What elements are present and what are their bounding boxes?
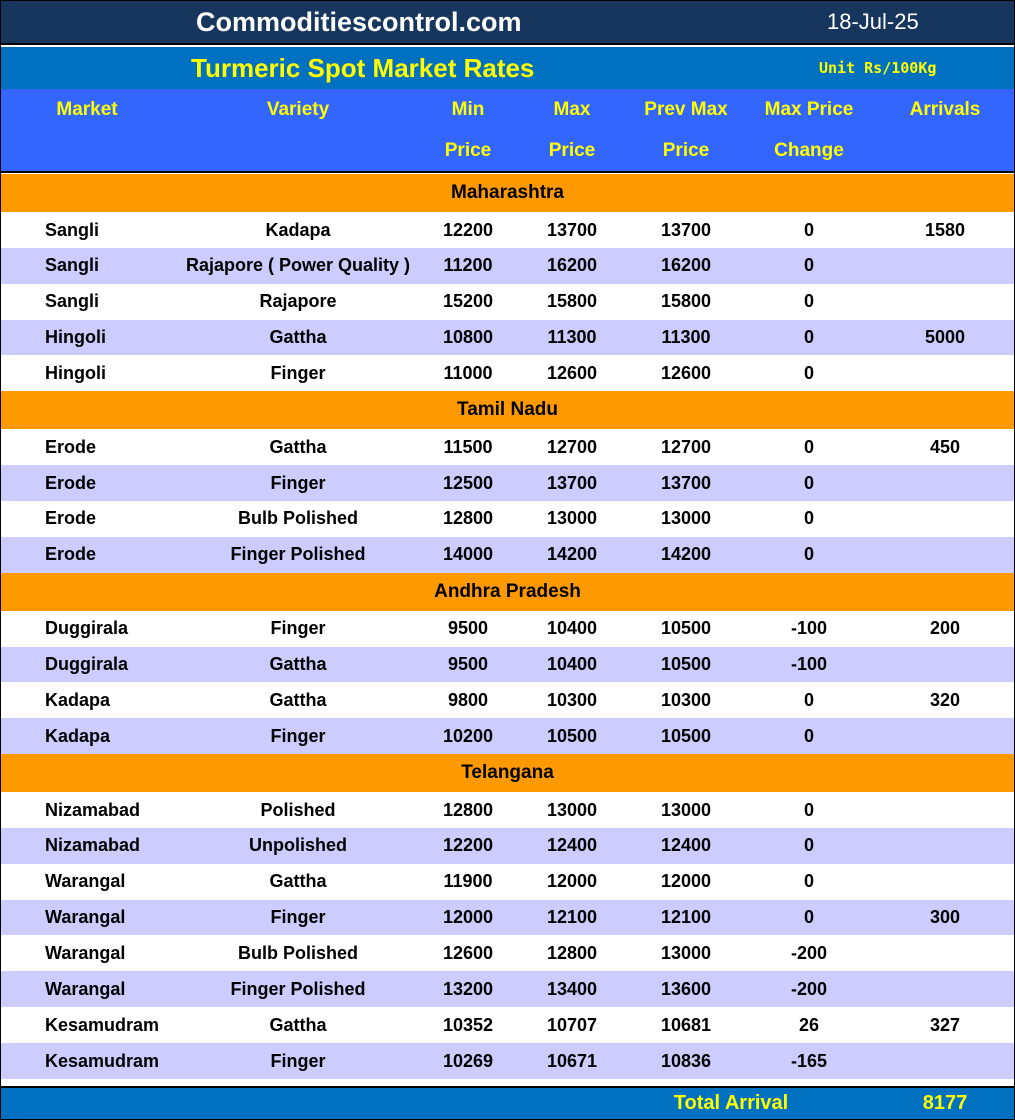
cell-min: 12500: [442, 472, 494, 493]
cell-arrivals: [887, 718, 1003, 754]
cell-max: 12000: [546, 871, 598, 892]
cell-arrivals: [887, 971, 1003, 1007]
cell-max: 12700: [546, 436, 598, 457]
cell-max: 12600: [546, 362, 598, 383]
cell-prev: 10836: [660, 1050, 712, 1071]
cell-market: Warangal: [45, 871, 126, 892]
cell-min: 14000: [442, 544, 494, 565]
cell-change: 0: [803, 327, 814, 348]
cell-max: 15800: [546, 291, 598, 312]
cell-market: Warangal: [45, 942, 126, 963]
section-label: Maharashtra: [451, 182, 564, 203]
table-row: [1, 682, 1014, 718]
cell-change: 0: [803, 362, 814, 383]
cell-prev: 12400: [660, 835, 712, 856]
cell-max: 13700: [546, 219, 598, 240]
table-row: [1, 900, 1014, 936]
cell-change: 0: [803, 472, 814, 493]
cell-max: 13400: [546, 978, 598, 999]
cell-arrivals: 5000: [924, 327, 966, 348]
col-arrivals: Arrivals: [909, 99, 981, 120]
cell-market: Kadapa: [45, 725, 111, 746]
section-row: [1, 573, 1014, 611]
cell-market: Nizamabad: [45, 835, 141, 856]
table-row: [1, 537, 1014, 573]
cell-arrivals: [887, 864, 1003, 900]
cell-min: 11900: [443, 871, 493, 892]
table-row: [1, 935, 1014, 971]
cell-arrivals: 327: [929, 1014, 961, 1035]
cell-variety: Gattha: [269, 327, 327, 348]
table-row: [1, 212, 1014, 248]
table-row: [1, 864, 1014, 900]
column-header-row: [1, 89, 1014, 173]
cell-max: 13700: [546, 472, 598, 493]
cell-variety: Gattha: [269, 689, 327, 710]
cell-arrivals: [887, 828, 1003, 864]
cell-min: 10200: [442, 725, 494, 746]
cell-market: Hingoli: [45, 327, 106, 348]
cell-change: 0: [803, 291, 814, 312]
cell-change: 0: [803, 436, 814, 457]
cell-market: Warangal: [45, 907, 126, 928]
cell-change: -200: [790, 942, 828, 963]
cell-variety: Finger: [270, 725, 326, 746]
cell-variety: Finger: [270, 1050, 326, 1071]
cell-arrivals: [887, 248, 1003, 284]
cell-market: Erode: [45, 508, 97, 529]
cell-variety: Rajapore ( Power Quality ): [185, 255, 411, 276]
cell-variety: Finger Polished: [230, 544, 366, 565]
cell-prev: 14200: [660, 544, 712, 565]
cell-market: Duggirala: [45, 618, 129, 639]
col-max-price-change: Max Price Change: [764, 99, 854, 161]
table-row: [1, 501, 1014, 537]
cell-arrivals: 300: [929, 907, 961, 928]
cell-arrivals: [887, 501, 1003, 537]
subtitle-bar: [1, 47, 1014, 89]
cell-market: Warangal: [45, 978, 126, 999]
cell-max: 12800: [546, 942, 598, 963]
cell-change: 0: [803, 871, 814, 892]
cell-variety: Kadapa: [265, 219, 331, 240]
cell-market: Erode: [45, 472, 97, 493]
cell-change: -200: [790, 978, 828, 999]
cell-variety: Finger: [270, 618, 326, 639]
cell-market: Erode: [45, 436, 97, 457]
cell-arrivals: [887, 1043, 1003, 1079]
cell-prev: 10681: [660, 1014, 712, 1035]
cell-variety: Gattha: [269, 654, 327, 674]
cell-prev: 15800: [660, 291, 712, 312]
cell-arrivals: 1580: [924, 219, 966, 240]
cell-prev: 13700: [660, 219, 712, 240]
cell-max: 10500: [546, 725, 598, 746]
cell-variety: Bulb Polished: [237, 508, 358, 529]
cell-variety: Gattha: [269, 871, 327, 892]
table-row: [1, 284, 1014, 320]
cell-prev: 12600: [660, 362, 712, 383]
cell-variety: Finger: [270, 472, 326, 493]
section-row: [1, 754, 1014, 792]
cell-max: 12100: [546, 907, 598, 928]
cell-prev: 10500: [660, 725, 712, 746]
cell-market: Kadapa: [45, 689, 111, 710]
cell-max: 10671: [546, 1050, 598, 1071]
col-variety: Variety: [266, 99, 330, 120]
table-row: [1, 647, 1014, 683]
site-title: Commoditiescontrol.com: [196, 6, 522, 37]
col-min-price: Min Price: [444, 99, 492, 161]
cell-min: 11500: [443, 436, 493, 457]
cell-variety: Gattha: [269, 1014, 327, 1035]
cell-min: 11000: [443, 362, 493, 383]
cell-max: 10400: [546, 618, 598, 639]
cell-variety: Finger Polished: [230, 978, 366, 999]
cell-market: Nizamabad: [45, 799, 141, 820]
table-row: [1, 1007, 1014, 1043]
cell-prev: 13600: [660, 978, 712, 999]
cell-min: 15200: [442, 291, 494, 312]
cell-change: 0: [803, 219, 814, 240]
cell-min: 10269: [442, 1050, 494, 1071]
cell-prev: 10500: [660, 618, 712, 639]
cell-variety: Rajapore: [259, 291, 337, 312]
cell-market: Duggirala: [45, 654, 129, 674]
cell-min: 12000: [442, 907, 494, 928]
cell-arrivals: [887, 465, 1003, 501]
cell-variety: Unpolished: [249, 835, 347, 856]
cell-market: Hingoli: [45, 362, 106, 383]
cell-prev: 13000: [660, 942, 712, 963]
cell-max: 12400: [546, 835, 598, 856]
cell-change: 26: [798, 1014, 820, 1035]
cell-arrivals: [887, 284, 1003, 320]
cell-min: 11200: [443, 255, 493, 276]
table-row: [1, 718, 1014, 754]
table-row: [1, 429, 1014, 465]
table-row: [1, 248, 1014, 284]
col-market: Market: [56, 99, 118, 120]
table-row: [1, 971, 1014, 1007]
cell-variety: Polished: [260, 799, 336, 820]
cell-prev: 12700: [660, 436, 712, 457]
cell-prev: 12000: [660, 871, 712, 892]
cell-change: -165: [790, 1050, 828, 1071]
section-label: Tamil Nadu: [457, 399, 558, 421]
table-row: [1, 355, 1014, 391]
cell-variety: Finger: [270, 907, 326, 928]
cell-prev: 12100: [660, 907, 712, 928]
cell-max: 13000: [546, 508, 598, 529]
report-date: 18-Jul-25: [827, 9, 919, 34]
cell-min: 12800: [442, 508, 494, 529]
cell-prev: 13000: [660, 508, 712, 529]
cell-prev: 13000: [660, 799, 712, 820]
cell-market: Kesamudram: [45, 1014, 160, 1035]
total-arrival-label: Total Arrival: [673, 1092, 789, 1114]
cell-max: 13000: [546, 799, 598, 820]
cell-arrivals: 200: [929, 618, 961, 639]
title-bar: [1, 1, 1014, 45]
report-title: Turmeric Spot Market Rates: [191, 52, 535, 83]
cell-max: 10400: [546, 654, 598, 674]
cell-prev: 11300: [661, 327, 711, 348]
cell-variety: Bulb Polished: [237, 942, 358, 963]
cell-min: 12800: [442, 799, 494, 820]
cell-min: 9500: [447, 654, 489, 674]
cell-prev: 13700: [660, 472, 712, 493]
cell-min: 12200: [442, 835, 494, 856]
cell-max: 10707: [546, 1014, 598, 1035]
cell-max: 14200: [546, 544, 598, 565]
cell-change: -100: [790, 654, 828, 674]
unit-label: Unit Rs/100Kg: [819, 59, 937, 77]
cell-change: 0: [803, 508, 814, 529]
cell-prev: 10300: [660, 689, 712, 710]
cell-min: 10352: [442, 1014, 494, 1035]
table-row: [1, 828, 1014, 864]
cell-market: Sangli: [45, 219, 100, 240]
cell-change: 0: [803, 835, 814, 856]
cell-arrivals: [887, 647, 1003, 683]
cell-market: Erode: [45, 544, 97, 565]
cell-prev: 10500: [660, 654, 712, 674]
cell-market: Sangli: [45, 291, 100, 312]
cell-variety: Gattha: [269, 436, 327, 457]
cell-arrivals: [887, 355, 1003, 391]
cell-min: 10800: [442, 327, 494, 348]
cell-arrivals: [887, 935, 1003, 971]
cell-market: Sangli: [45, 255, 100, 276]
table-row: [1, 611, 1014, 647]
cell-market: Kesamudram: [45, 1050, 160, 1071]
cell-change: 0: [803, 799, 814, 820]
cell-arrivals: [887, 537, 1003, 573]
cell-min: 9800: [447, 689, 489, 710]
cell-change: 0: [803, 255, 814, 276]
section-label: Telangana: [461, 762, 554, 784]
cell-min: 13200: [442, 978, 494, 999]
cell-max: 16200: [546, 255, 598, 276]
cell-min: 12600: [442, 942, 494, 963]
cell-max: 11300: [547, 327, 597, 348]
section-row: [1, 174, 1014, 212]
cell-arrivals: 320: [929, 689, 961, 710]
cell-change: 0: [803, 725, 814, 746]
cell-max: 10300: [546, 689, 598, 710]
cell-change: 0: [803, 544, 814, 565]
cell-min: 12200: [442, 219, 494, 240]
cell-change: -100: [790, 618, 828, 639]
section-label: Andhra Pradesh: [434, 580, 581, 602]
cell-prev: 16200: [660, 255, 712, 276]
section-row: [1, 391, 1014, 429]
table-row: [1, 320, 1014, 356]
col-max-price: Max Price: [548, 99, 596, 161]
total-arrival-value: 8177: [922, 1092, 968, 1114]
col-prev-max-price: Prev Max Price: [644, 99, 728, 161]
table-row: [1, 465, 1014, 501]
cell-variety: Finger: [270, 362, 326, 383]
cell-arrivals: [887, 792, 1003, 828]
cell-arrivals: 450: [929, 436, 961, 457]
cell-change: 0: [803, 689, 814, 710]
table-row: [1, 792, 1014, 828]
cell-min: 9500: [447, 618, 489, 639]
cell-change: 0: [803, 907, 814, 928]
total-arrival-bar: [1, 1086, 1014, 1119]
table-row: [1, 1043, 1014, 1079]
